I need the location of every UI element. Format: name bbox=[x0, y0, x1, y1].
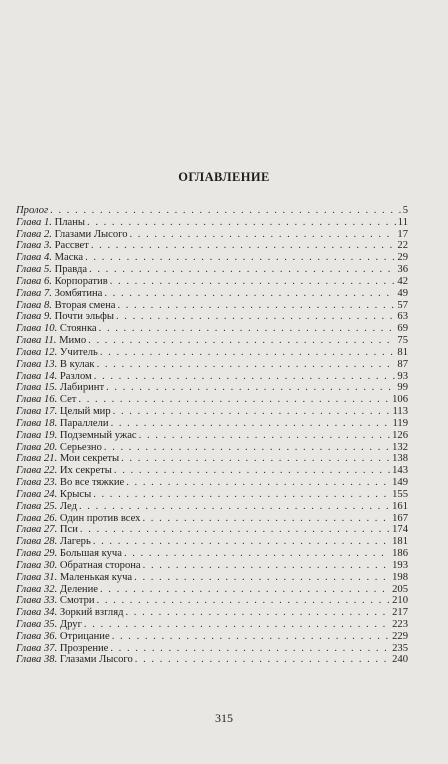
chapter-number: Глава 18. bbox=[16, 417, 58, 429]
toc-entry bbox=[16, 217, 408, 229]
chapter-title: Серьезно bbox=[59, 441, 102, 453]
page-reference: 11 bbox=[397, 216, 408, 228]
chapter-title: Большая куча bbox=[59, 548, 122, 560]
toc-entry-label bbox=[16, 323, 97, 335]
toc-entry-label bbox=[16, 335, 86, 347]
dot-leader bbox=[89, 264, 395, 276]
page-reference: 75 bbox=[397, 335, 408, 347]
toc-entry bbox=[16, 288, 408, 300]
toc-entry-label bbox=[16, 418, 109, 430]
toc-entry-label bbox=[16, 654, 133, 666]
dot-leader bbox=[85, 252, 395, 264]
dot-leader bbox=[100, 584, 390, 596]
toc-entry-label bbox=[16, 205, 48, 217]
toc-entry-label bbox=[16, 288, 102, 300]
chapter-number: Глава 29. bbox=[16, 548, 58, 560]
toc-entry-label bbox=[16, 513, 140, 525]
chapter-title: Правда bbox=[54, 264, 88, 276]
chapter-number: Глава 26. bbox=[16, 512, 58, 524]
chapter-title: Планы bbox=[54, 216, 86, 228]
toc-entry-label bbox=[16, 524, 78, 536]
toc-entry bbox=[16, 489, 408, 501]
page-reference: 229 bbox=[392, 630, 408, 642]
dot-leader bbox=[134, 572, 390, 584]
toc-entry bbox=[16, 347, 408, 359]
toc-entry-label bbox=[16, 595, 95, 607]
toc-entry-label bbox=[16, 619, 82, 631]
page-reference: 205 bbox=[392, 583, 408, 595]
toc-entry bbox=[16, 205, 408, 217]
toc-entry bbox=[16, 572, 408, 584]
toc-entry-label bbox=[16, 548, 122, 560]
toc-entry-label bbox=[16, 477, 124, 489]
chapter-number: Пролог bbox=[16, 205, 49, 216]
dot-leader bbox=[116, 311, 395, 323]
toc-entry bbox=[16, 513, 408, 525]
chapter-number: Глава 3. bbox=[16, 240, 52, 252]
toc-entry bbox=[16, 252, 408, 264]
toc-entry bbox=[16, 229, 408, 241]
dot-leader bbox=[104, 288, 395, 300]
toc-entry-label bbox=[16, 311, 114, 323]
dot-leader bbox=[93, 489, 390, 501]
page-reference: 36 bbox=[397, 264, 408, 276]
toc-entry-label bbox=[16, 489, 91, 501]
chapter-number: Глава 14. bbox=[16, 370, 58, 382]
dot-leader bbox=[114, 465, 390, 477]
dot-leader bbox=[135, 654, 390, 666]
toc-entry-label bbox=[16, 359, 95, 371]
dot-leader bbox=[124, 548, 390, 560]
toc-entry bbox=[16, 465, 408, 477]
chapter-number: Глава 37. bbox=[16, 642, 58, 654]
page-reference: 186 bbox=[392, 548, 408, 560]
dot-leader bbox=[100, 347, 396, 359]
page-reference: 113 bbox=[392, 406, 408, 418]
toc-entry-label bbox=[16, 300, 115, 312]
dot-leader bbox=[139, 430, 390, 442]
page-reference: 119 bbox=[392, 417, 408, 429]
toc-entry bbox=[16, 371, 408, 383]
toc-entry bbox=[16, 264, 408, 276]
page-reference: 126 bbox=[392, 429, 408, 441]
dot-leader bbox=[79, 501, 390, 513]
chapter-title: Вторая смена bbox=[54, 299, 116, 311]
dot-leader bbox=[106, 382, 395, 394]
dot-leader bbox=[50, 205, 401, 217]
chapter-title: Мимо bbox=[59, 335, 87, 347]
page-reference: 132 bbox=[392, 441, 408, 453]
chapter-title: Один против всех bbox=[59, 512, 141, 524]
page-reference: 198 bbox=[392, 571, 408, 583]
chapter-title: Сет bbox=[59, 394, 77, 406]
toc-entry bbox=[16, 607, 408, 619]
dot-leader bbox=[130, 229, 396, 241]
dot-leader bbox=[97, 359, 396, 371]
toc-entry bbox=[16, 619, 408, 631]
chapter-number: Глава 19. bbox=[16, 429, 58, 441]
chapter-number: Глава 36. bbox=[16, 630, 58, 642]
chapter-number: Глава 13. bbox=[16, 358, 58, 370]
dot-leader bbox=[94, 371, 396, 383]
chapter-number: Глава 23. bbox=[16, 477, 58, 489]
page-reference: 93 bbox=[397, 370, 408, 382]
chapter-title: Маленькая куча bbox=[59, 571, 133, 583]
page-reference: 87 bbox=[397, 358, 408, 370]
chapter-number: Глава 17. bbox=[16, 406, 58, 418]
chapter-title: Смотри bbox=[59, 595, 95, 607]
toc-entry-label bbox=[16, 501, 77, 513]
toc-entry-label bbox=[16, 394, 76, 406]
toc-entry bbox=[16, 335, 408, 347]
page-reference: 106 bbox=[392, 394, 408, 406]
chapter-number: Глава 32. bbox=[16, 583, 58, 595]
chapter-title: Мои секреты bbox=[59, 453, 120, 465]
chapter-title: Почти эльфы bbox=[54, 311, 114, 323]
page-reference: 167 bbox=[392, 512, 408, 524]
page-reference: 161 bbox=[392, 500, 408, 512]
chapter-number: Глава 16. bbox=[16, 394, 58, 406]
chapter-number: Глава 38. bbox=[16, 654, 58, 666]
chapter-number: Глава 7. bbox=[16, 287, 52, 299]
toc-entry bbox=[16, 654, 408, 666]
toc-entry-label bbox=[16, 584, 98, 596]
toc-entry-label bbox=[16, 371, 92, 383]
dot-leader bbox=[104, 442, 390, 454]
page-reference: 240 bbox=[392, 654, 408, 666]
toc-entry-label bbox=[16, 465, 112, 477]
dot-leader bbox=[87, 217, 396, 229]
dot-leader bbox=[88, 335, 395, 347]
chapter-title: Лабиринт bbox=[59, 382, 105, 394]
chapter-number: Глава 2. bbox=[16, 228, 52, 240]
dot-leader bbox=[91, 240, 396, 252]
chapter-title: Их секреты bbox=[59, 465, 112, 477]
toc-entry-label bbox=[16, 631, 110, 643]
page-reference: 193 bbox=[392, 559, 408, 571]
toc-entry bbox=[16, 501, 408, 513]
toc-entry-label bbox=[16, 560, 141, 572]
toc-entry-label bbox=[16, 643, 108, 655]
toc-entry-label bbox=[16, 453, 119, 465]
page-title: ОГЛАВЛЕНИЕ bbox=[178, 170, 270, 184]
chapter-title: Деление bbox=[59, 583, 98, 595]
toc-entry-label bbox=[16, 442, 102, 454]
chapter-title: Зоркий взгляд bbox=[59, 607, 124, 619]
toc-entry bbox=[16, 300, 408, 312]
toc-entry-label bbox=[16, 382, 104, 394]
dot-leader bbox=[117, 300, 395, 312]
toc-entry-label bbox=[16, 572, 132, 584]
toc-entry bbox=[16, 311, 408, 323]
page-reference: 217 bbox=[392, 607, 408, 619]
chapter-title: Друг bbox=[59, 618, 82, 630]
chapter-number: Глава 30. bbox=[16, 559, 58, 571]
chapter-title: Пси bbox=[59, 524, 78, 536]
chapter-title: Лед bbox=[59, 500, 77, 512]
page-reference: 99 bbox=[397, 382, 408, 394]
toc-entry-label bbox=[16, 406, 111, 418]
toc-entry bbox=[16, 276, 408, 288]
page-reference: 69 bbox=[397, 323, 408, 335]
chapter-number: Глава 6. bbox=[16, 275, 52, 287]
toc-entry-label bbox=[16, 229, 128, 241]
toc-entry-label bbox=[16, 347, 98, 359]
toc-entry bbox=[16, 584, 408, 596]
chapter-number: Глава 31. bbox=[16, 571, 58, 583]
dot-leader bbox=[112, 631, 390, 643]
page-reference: 210 bbox=[392, 595, 408, 607]
toc-entry bbox=[16, 418, 408, 430]
toc-entry bbox=[16, 477, 408, 489]
dot-leader bbox=[78, 394, 390, 406]
chapter-number: Глава 22. bbox=[16, 465, 58, 477]
chapter-title: Отрицание bbox=[59, 630, 110, 642]
dot-leader bbox=[121, 453, 390, 465]
chapter-title: Параллели bbox=[59, 417, 109, 429]
dot-leader bbox=[142, 513, 390, 525]
chapter-number: Глава 15. bbox=[16, 382, 58, 394]
chapter-title: Крысы bbox=[59, 488, 92, 500]
page-reference: 181 bbox=[392, 536, 408, 548]
toc-entry bbox=[16, 453, 408, 465]
chapter-number: Глава 9. bbox=[16, 311, 52, 323]
page-reference: 155 bbox=[392, 488, 408, 500]
chapter-title: Учитель bbox=[59, 346, 98, 358]
toc-entry-label bbox=[16, 252, 83, 264]
page-reference: 42 bbox=[397, 275, 408, 287]
chapter-title: Корпоратив bbox=[54, 275, 108, 287]
chapter-title: Глазами Лысого bbox=[54, 228, 128, 240]
toc-entry-label bbox=[16, 217, 85, 229]
toc-entry bbox=[16, 595, 408, 607]
dot-leader bbox=[99, 323, 396, 335]
chapter-title: Рассвет bbox=[54, 240, 89, 252]
page-reference: 22 bbox=[397, 240, 408, 252]
chapter-number: Глава 8. bbox=[16, 299, 52, 311]
chapter-number: Глава 34. bbox=[16, 607, 58, 619]
toc-entry bbox=[16, 643, 408, 655]
page-reference: 57 bbox=[397, 299, 408, 311]
toc-entry-label bbox=[16, 430, 137, 442]
chapter-title: Стоянка bbox=[59, 323, 97, 335]
chapter-title: Зомбятина bbox=[54, 287, 103, 299]
dot-leader bbox=[111, 418, 391, 430]
chapter-title: Разлом bbox=[59, 370, 92, 382]
chapter-number: Глава 27. bbox=[16, 524, 58, 536]
chapter-number: Глава 35. bbox=[16, 618, 58, 630]
dot-leader bbox=[110, 276, 396, 288]
dot-leader bbox=[84, 619, 390, 631]
chapter-number: Глава 28. bbox=[16, 536, 58, 548]
toc-entry bbox=[16, 406, 408, 418]
page-reference: 63 bbox=[397, 311, 408, 323]
chapter-number: Глава 5. bbox=[16, 264, 52, 276]
toc-entry bbox=[16, 430, 408, 442]
toc-entry bbox=[16, 548, 408, 560]
page-number: 315 bbox=[215, 711, 233, 725]
table-of-contents bbox=[16, 205, 408, 666]
page-reference: 235 bbox=[392, 642, 408, 654]
page-reference: 17 bbox=[397, 228, 408, 240]
page-reference: 81 bbox=[397, 346, 408, 358]
page-reference: 174 bbox=[392, 524, 408, 536]
toc-entry bbox=[16, 323, 408, 335]
dot-leader bbox=[113, 406, 391, 418]
chapter-number: Глава 11. bbox=[16, 335, 57, 347]
chapter-title: Глазами Лысого bbox=[59, 654, 133, 666]
chapter-title: Маска bbox=[54, 252, 84, 264]
page-reference: 149 bbox=[392, 477, 408, 489]
dot-leader bbox=[93, 536, 390, 548]
toc-entry bbox=[16, 394, 408, 406]
chapter-number: Глава 1. bbox=[16, 216, 52, 228]
chapter-number: Глава 20. bbox=[16, 441, 58, 453]
chapter-title: Во все тяжкие bbox=[59, 477, 125, 489]
toc-entry bbox=[16, 240, 408, 252]
toc-entry-label bbox=[16, 536, 91, 548]
toc-entry-label bbox=[16, 276, 108, 288]
toc-entry bbox=[16, 536, 408, 548]
chapter-number: Глава 24. bbox=[16, 488, 58, 500]
page-reference: 138 bbox=[392, 453, 408, 465]
chapter-title: Подземный ужас bbox=[59, 429, 137, 441]
toc-entry-label bbox=[16, 240, 89, 252]
chapter-title: В кулак bbox=[59, 358, 95, 370]
dot-leader bbox=[126, 477, 390, 489]
page-reference: 5 bbox=[402, 205, 408, 216]
dot-leader bbox=[125, 607, 390, 619]
toc-entry bbox=[16, 359, 408, 371]
toc-entry bbox=[16, 442, 408, 454]
chapter-title: Прозрение bbox=[59, 642, 109, 654]
toc-entry bbox=[16, 382, 408, 394]
toc-entry-label bbox=[16, 264, 87, 276]
chapter-title: Обратная сторона bbox=[59, 559, 141, 571]
toc-entry bbox=[16, 524, 408, 536]
dot-leader bbox=[110, 643, 390, 655]
toc-entry bbox=[16, 631, 408, 643]
dot-leader bbox=[143, 560, 390, 572]
chapter-title: Лагерь bbox=[59, 536, 91, 548]
chapter-number: Глава 12. bbox=[16, 346, 58, 358]
chapter-number: Глава 10. bbox=[16, 323, 58, 335]
chapter-number: Глава 21. bbox=[16, 453, 58, 465]
page-reference: 49 bbox=[397, 287, 408, 299]
chapter-number: Глава 25. bbox=[16, 500, 58, 512]
dot-leader bbox=[97, 595, 391, 607]
chapter-title: Целый мир bbox=[59, 406, 111, 418]
chapter-number: Глава 33. bbox=[16, 595, 58, 607]
toc-entry-label bbox=[16, 607, 123, 619]
chapter-number: Глава 4. bbox=[16, 252, 52, 264]
page-reference: 223 bbox=[392, 618, 408, 630]
page-reference: 143 bbox=[392, 465, 408, 477]
dot-leader bbox=[80, 524, 390, 536]
page-reference: 29 bbox=[397, 252, 408, 264]
toc-entry bbox=[16, 560, 408, 572]
